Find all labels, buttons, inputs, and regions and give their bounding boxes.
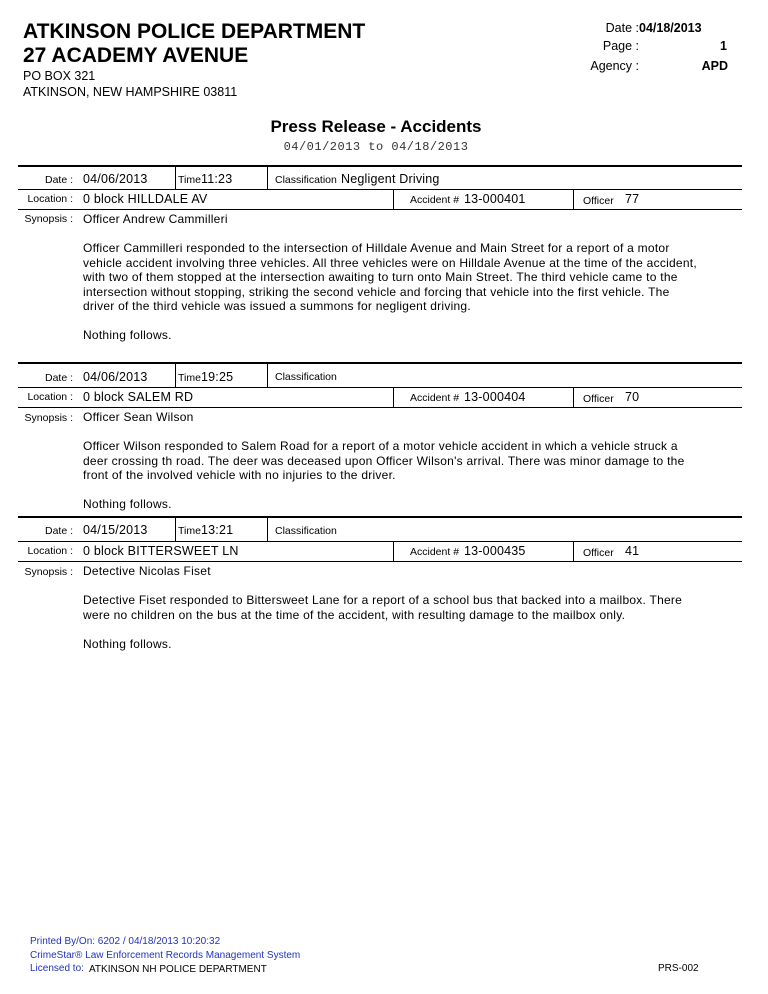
department-street: 27 ACADEMY AVENUE (23, 44, 249, 67)
record-time: 19:25 (201, 370, 234, 384)
date-field-label: Date : (44, 174, 73, 186)
time-field-label: Time (178, 174, 201, 186)
department-address (23, 69, 237, 100)
synopsis-text: Detective Fiset responded to Bittersweet Lane for a report of a school bus that backed into a mailbox. There were no children on the bus at the time of the accident, with resulting damage to the mailbox only. (83, 593, 683, 622)
cell-divider (393, 388, 394, 407)
record-officer-number: 41 (625, 544, 640, 558)
row-divider (18, 407, 742, 408)
record-officer-number: 70 (625, 390, 640, 404)
classification-field-label: Classification (275, 371, 337, 383)
cell-divider (573, 388, 574, 407)
cell-divider (393, 542, 394, 561)
time-field-label: Time (178, 372, 201, 384)
accident-field-label: Accident # (410, 546, 460, 558)
synopsis-field-label: Synopsis : (24, 566, 73, 578)
location-field-label: Location : (27, 545, 73, 557)
page-number: 1 (720, 39, 727, 53)
location-field-label: Location : (27, 193, 73, 205)
form-code: PRS-002 (658, 963, 699, 974)
agency-code: APD (701, 59, 728, 73)
record-location: 0 block SALEM RD (83, 390, 194, 404)
department-name-block (23, 20, 365, 68)
cell-divider (573, 190, 574, 209)
row-divider (18, 387, 742, 388)
records-system-line: CrimeStar® Law Enforcement Records Management System (30, 950, 301, 961)
report-date-range: 04/01/2013 to 04/18/2013 (283, 140, 469, 154)
row-divider (18, 541, 742, 542)
page-label: Page : (602, 39, 639, 53)
synopsis-closing: Nothing follows. (83, 636, 172, 651)
record-date: 04/15/2013 (83, 523, 148, 537)
date-field-label: Date : (44, 525, 73, 537)
time-field-label: Time (178, 525, 201, 537)
po-box: PO BOX 321 (23, 69, 96, 83)
officer-field-label: Officer (583, 547, 614, 559)
synopsis-text: Officer Wilson responded to Salem Road for a report of a motor vehicle accident in which a vehicle struck a deer crossing th road. The deer was deceased upon Officer Wilson's arrival. There was minor damage to the front of the involved vehicle with no injuries to the driver. (83, 439, 685, 482)
officer-field-label: Officer (583, 195, 614, 207)
synopsis-closing: Nothing follows. (83, 328, 172, 342)
record-date: 04/06/2013 (83, 172, 148, 186)
synopsis-closing: Nothing follows. (83, 497, 172, 511)
synopsis-field-label: Synopsis : (24, 213, 73, 225)
record-synopsis (83, 564, 703, 666)
report-date: 04/18/2013 (639, 21, 702, 35)
record-location: 0 block BITTERSWEET LN (83, 544, 239, 558)
accident-field-label: Accident # (410, 392, 460, 404)
record-accident-number: 13-000401 (464, 192, 526, 206)
agency-label: Agency : (590, 59, 639, 73)
date-label: Date : (605, 21, 639, 35)
classification-field-label: Classification (275, 525, 337, 537)
cell-divider (175, 167, 176, 189)
record-synopsis (83, 212, 703, 357)
row-divider (18, 209, 742, 210)
licensed-to-label: Licensed to: (30, 963, 84, 974)
date-field-label: Date : (44, 372, 73, 384)
licensed-to-value: ATKINSON NH POLICE DEPARTMENT (89, 964, 267, 975)
row-divider (18, 561, 742, 562)
synopsis-field-label: Synopsis : (24, 412, 73, 424)
officer-name: Officer Sean Wilson (83, 410, 194, 424)
record-classification: Negligent Driving (341, 172, 440, 186)
officer-name: Officer Andrew Cammilleri (83, 212, 228, 226)
row-divider (18, 189, 742, 190)
printed-by-line: Printed By/On: 6202 / 04/18/2013 10:20:32 (30, 936, 221, 947)
record-time: 13:21 (201, 523, 234, 537)
classification-field-label: Classification (275, 174, 337, 186)
synopsis-text: Officer Cammilleri responded to the intersection of Hilldale Avenue and Main Street for a report of a motor vehicle accident involving three vehicles. All three vehicles were on Hilldale Avenue at the time of the accident, with two of them stopped at the intersection awaiting to turn onto Main Street. The third vehicle came to the intersection without stopping, striking the second vehicle and forcing that vehicle into the first vehicle. The driver of the third vehicle was issued a summons for negligent driving. (83, 241, 697, 313)
department-name: ATKINSON POLICE DEPARTMENT (23, 20, 366, 43)
report-title: Press Release - Accidents (270, 117, 482, 136)
record-accident-number: 13-000435 (464, 544, 526, 558)
city-state-zip: ATKINSON, NEW HAMPSHIRE 03811 (23, 84, 238, 99)
cell-divider (573, 542, 574, 561)
officer-name: Detective Nicolas Fiset (83, 564, 211, 578)
record-divider (18, 362, 742, 364)
record-synopsis (83, 410, 703, 526)
cell-divider (175, 364, 176, 387)
record-accident-number: 13-000404 (464, 390, 526, 404)
cell-divider (393, 190, 394, 209)
cell-divider (267, 167, 268, 189)
cell-divider (267, 364, 268, 387)
record-divider (18, 516, 742, 518)
officer-field-label: Officer (583, 393, 614, 405)
location-field-label: Location : (27, 391, 73, 403)
record-time: 11:23 (201, 172, 233, 186)
record-divider (18, 165, 742, 167)
record-location: 0 block HILLDALE AV (83, 192, 208, 206)
cell-divider (175, 518, 176, 541)
accident-field-label: Accident # (410, 194, 460, 206)
record-date: 04/06/2013 (83, 370, 148, 384)
cell-divider (267, 518, 268, 541)
record-officer-number: 77 (625, 192, 640, 206)
